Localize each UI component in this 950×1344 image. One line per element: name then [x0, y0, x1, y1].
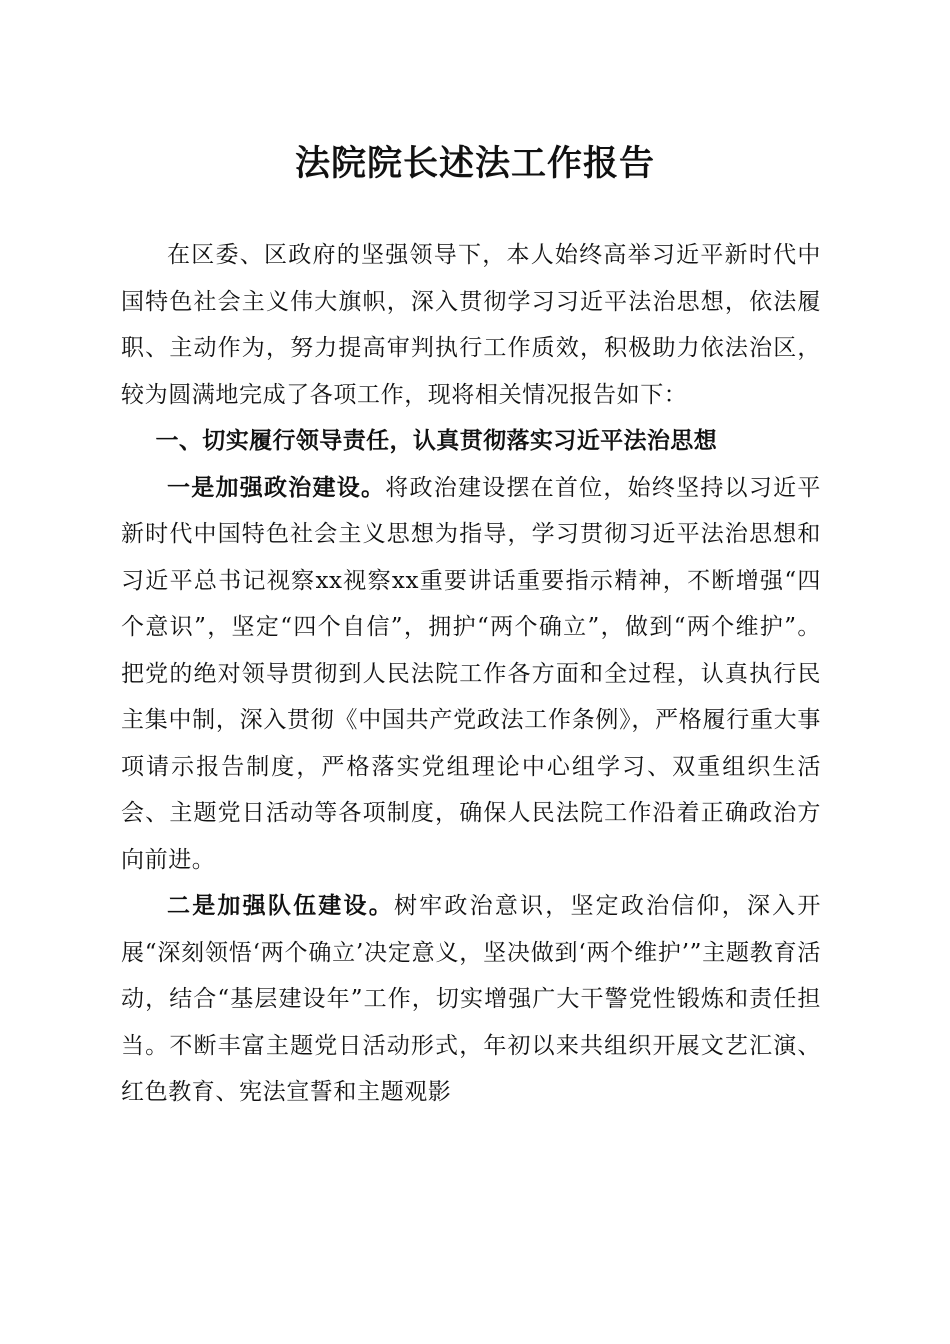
paragraph-team-building: [121, 883, 821, 1116]
section-heading: 一、切实履行领导责任，认真贯彻落实习近平法治思想: [155, 428, 718, 454]
paragraph-text: 将政治建设摆在首位，始终坚持以习近平新时代中国特色社会主义思想为指导，学习贯彻习近平法治思想和习近平总书记视察xx视察xx重要讲话重要指示精神，不断增强“四个意识”，坚定“四个自信”，拥护“两个确立”，做到“两个维护”。把党的绝对领导贯彻到人民法院工作各方面和全过程，认真执行民主集中制，深入贯彻《中国共产党政法工作条例》，严格履行重大事项请示报告制度，严格落实党组理论中心组学习、双重组织生活会、主题党日活动等各项制度，确保人民法院工作沿着正确政治方向前进。: [121, 474, 821, 873]
paragraph-lead: 二是加强队伍建设。: [167, 893, 394, 919]
paragraph-lead: 一是加强政治建设。: [167, 474, 386, 501]
intro-paragraph: 在区委、区政府的坚强领导下，本人始终高举习近平新时代中国特色社会主义伟大旗帜，深入贯彻学习习近平法治思想，依法履职、主动作为，努力提高审判执行工作质效，积极助力依法治区，较为圆满地完成了各项工作，现将相关情况报告如下：: [121, 242, 821, 408]
document-title: 法院院长述法工作报告: [294, 143, 655, 184]
paragraph-political-building: [121, 465, 821, 884]
document-body: [121, 232, 821, 1116]
paragraph-text: 树牢政治意识，坚定政治信仰，深入开展“深刻领悟‘两个确立’决定意义，坚决做到‘两个维护’”主题教育活动，结合“基层建设年”工作，切实增强广大干警党性锻炼和责任担当。不断丰富主题党日活动形式，年初以来共组织开展文艺汇演、红色教育、宪法宣誓和主题观影: [121, 893, 822, 1105]
